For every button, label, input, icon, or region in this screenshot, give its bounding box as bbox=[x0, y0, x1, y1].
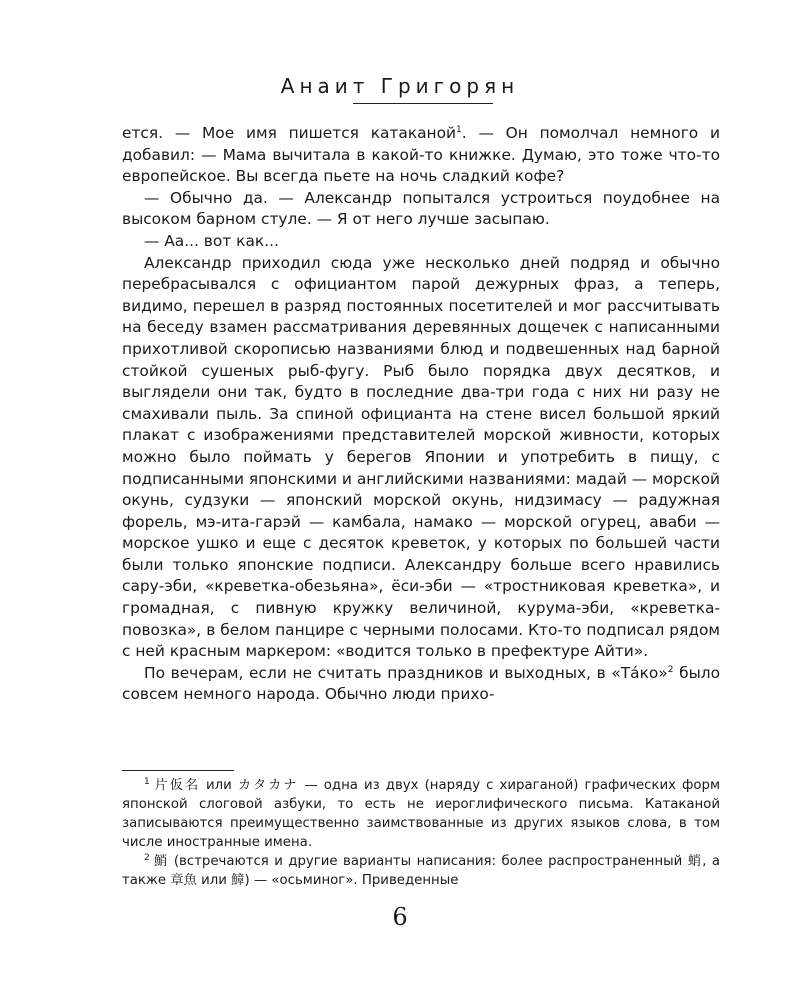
page-number: 6 bbox=[392, 903, 408, 931]
paragraph-2: — Обычно да. — Александр попытался устроиться поудобнее на высоком барном стуле. — Я от него лучше засыпаю. bbox=[122, 188, 720, 229]
footnote-2 bbox=[122, 852, 720, 890]
running-head-rule bbox=[353, 103, 493, 104]
paragraph-1-text-after: . — Он помолчал немного и добавил: — Мама вычитала в какой-то книжке. Думаю, это тоже что-то европейское. Вы всегда пьете на ночь сладкий кофе? bbox=[122, 124, 720, 186]
paragraph-3: — Аа... вот как... bbox=[144, 231, 279, 250]
footnote-1 bbox=[122, 776, 720, 852]
paragraph-1-text-before: ется. — Мое имя пишется катаканой bbox=[122, 124, 457, 142]
footnote-separator bbox=[122, 770, 234, 771]
main-text bbox=[122, 123, 720, 706]
paragraph-5 bbox=[122, 663, 720, 706]
footnote-2-mark: 2 bbox=[144, 852, 150, 863]
footnote-ref-2[interactable]: 2 bbox=[667, 664, 674, 675]
paragraph-4: Александр приходил сюда уже несколько дней подряд и обычно перебрасывался с официантом парой дежурных фраз, а теперь, видимо, перешел в разряд постоянных посетителей и мог рассчитывать на беседу взамен рассматривания деревянных дощечек с написанными прихотливой скорописью названиями блюд и подвешенных над барной стойкой сушеных рыб-фугу. Рыб было порядка двух десятков, и выглядели они так, будто в последние два-три года с них ни разу не смахивали пыль. За спиной официанта на стене висел большой яркий плакат с изображениями представителей морской живности, которых можно было поймать у берегов Японии и употребить в пищу, с подписанными японскими и английскими названиями: мадай — морской окунь, судзуки — японский морской окунь, нидзимасу — радужная форель, мэ-ита-гарэй — камбала, намако — морской огурец, аваби — морское ушко и еще с десяток креветок, у которых по большей части были только японские подписи. Александру больше всего нравились сару-эби, «креветка-обезьяна», ёси-эби — «тростниковая креветка», и громадная, с пивную кружку величиной, курума-эби, «креветка-повозка», в белом панцире с черными полосами. Кто-то подписал рядом с ней красным маркером: «водится только в префектуре Айти». bbox=[122, 253, 720, 661]
footnote-1-mark: 1 bbox=[144, 776, 150, 787]
running-head-author: Анаит Григорян bbox=[280, 74, 520, 98]
paragraph-5-text-after: было совсем немного народа. Обычно люди прихо- bbox=[122, 663, 720, 704]
footnote-ref-1[interactable]: 1 bbox=[456, 124, 462, 135]
footnotes bbox=[122, 776, 720, 890]
paragraph-1 bbox=[122, 123, 720, 188]
paragraph-5-text-before: По вечерам, если не считать праздников и выходных, в «Тáко» bbox=[144, 663, 668, 682]
footnote-2-text: 鮹 (встречаются и другие варианты написания: более распространенный 蛸, а также 章魚 или 鱆) — «осьминог». Приведенные bbox=[122, 854, 720, 888]
footnote-1-text: 片仮名 или カタカナ — одна из двух (наряду с хираганой) графических форм японской слоговой азбуки, то есть не иероглифического письма. Катаканой записываются преимущественно заимствованные из других языков слова, в том числе иностранные имена. bbox=[122, 778, 720, 850]
